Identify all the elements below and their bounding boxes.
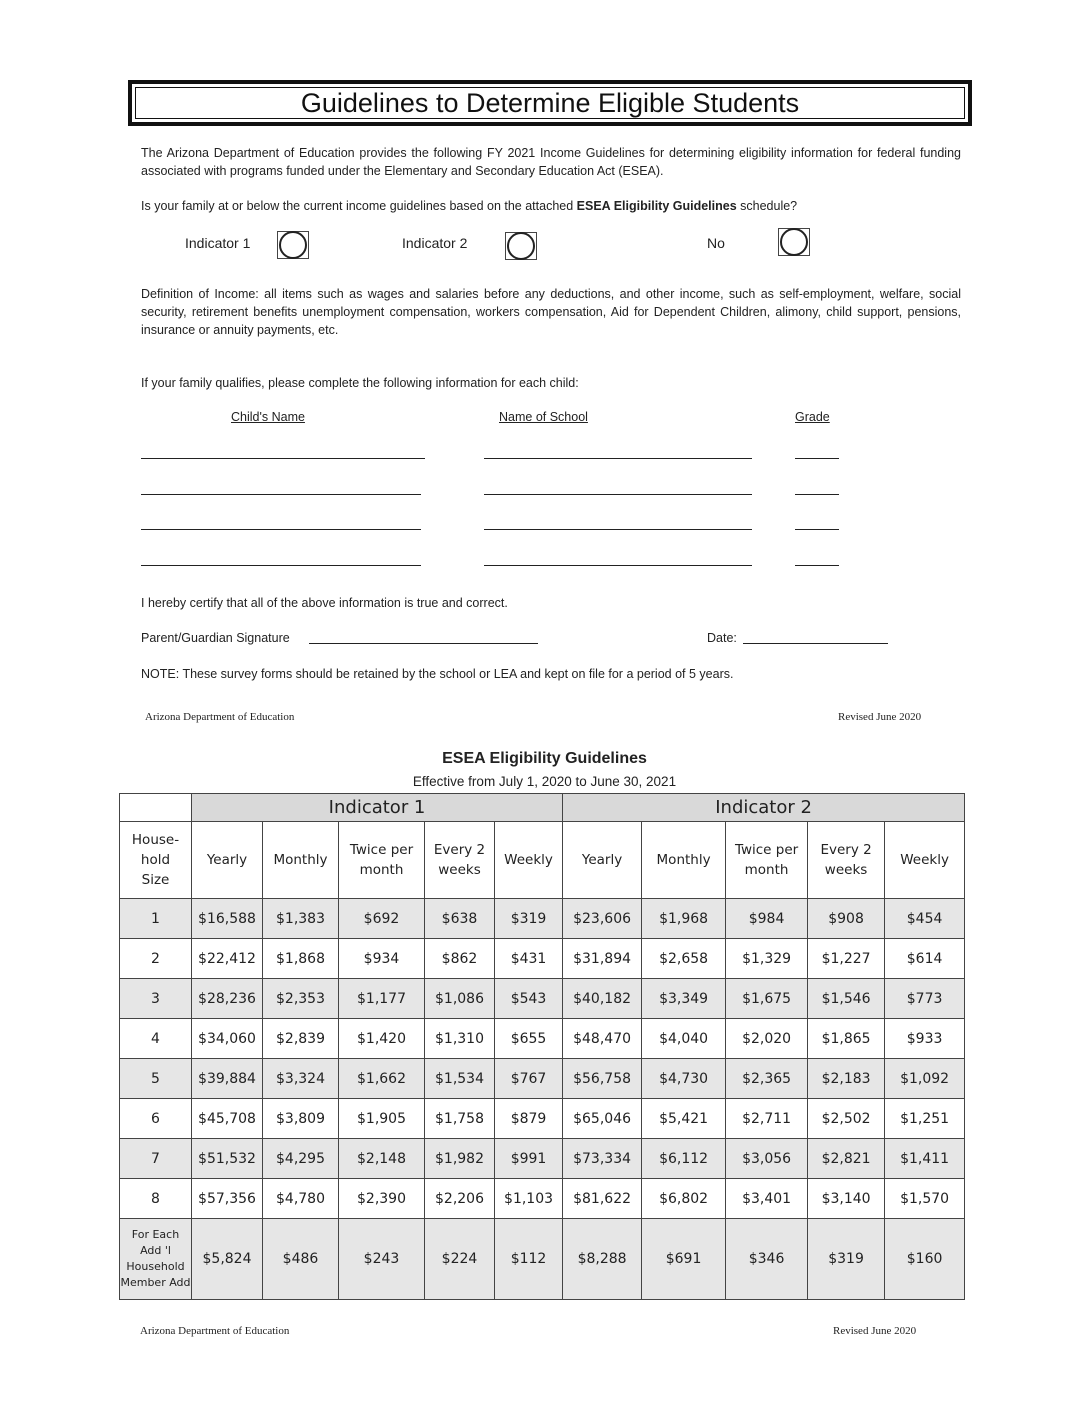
income-cell: $1,103 xyxy=(495,1179,563,1219)
table-row xyxy=(120,1059,965,1099)
income-cell: $1,868 xyxy=(263,939,339,979)
qualify-instructions: If your family qualifies, please complete the following information for each child: xyxy=(141,376,579,390)
household-size-cell: 3 xyxy=(120,979,192,1019)
income-cell: $543 xyxy=(495,979,563,1019)
guidelines-subtitle: Effective from July 1, 2020 to June 30, 2021 xyxy=(412,774,677,789)
income-cell: $1,251 xyxy=(885,1099,965,1139)
option-indicator-2-radio[interactable] xyxy=(505,232,537,260)
income-cell: $1,177 xyxy=(339,979,425,1019)
income-cell: $692 xyxy=(339,899,425,939)
option-indicator-1-label: Indicator 1 xyxy=(185,235,251,251)
income-cell: $319 xyxy=(808,1219,885,1300)
income-cell: $112 xyxy=(495,1219,563,1300)
income-cell: $40,182 xyxy=(563,979,642,1019)
income-cell: $319 xyxy=(495,899,563,939)
child-name-field-1[interactable] xyxy=(141,458,425,459)
column-header: Every 2 weeks xyxy=(425,822,495,899)
income-cell: $3,349 xyxy=(642,979,726,1019)
intro-paragraph: The Arizona Department of Education provides the following FY 2021 Income Guidelines for determining eligibility information for federal funding associated with programs funded under the Elementary and Secondary Education Act (ESEA). xyxy=(141,146,961,178)
child-name-field-3[interactable] xyxy=(141,529,421,530)
signature-field[interactable] xyxy=(309,643,538,644)
option-no-label: No xyxy=(707,235,725,251)
income-cell: $991 xyxy=(495,1139,563,1179)
income-cell: $48,470 xyxy=(563,1019,642,1059)
column-header: Yearly xyxy=(192,822,263,899)
column-header: Weekly xyxy=(885,822,965,899)
childs-name-header: Child's Name xyxy=(231,410,305,424)
income-cell: $1,865 xyxy=(808,1019,885,1059)
income-cell: $614 xyxy=(885,939,965,979)
grade-field-2[interactable] xyxy=(795,494,839,495)
income-cell: $224 xyxy=(425,1219,495,1300)
income-cell: $2,821 xyxy=(808,1139,885,1179)
grade-field-3[interactable] xyxy=(795,529,839,530)
income-cell: $346 xyxy=(726,1219,808,1300)
income-cell: $2,365 xyxy=(726,1059,808,1099)
grade-field-4[interactable] xyxy=(795,565,839,566)
retention-note: NOTE: These survey forms should be retained by the school or LEA and kept on file for a period of 5 years. xyxy=(141,667,734,681)
school-name-field-1[interactable] xyxy=(484,458,752,459)
footer-department: Arizona Department of Education xyxy=(145,711,295,723)
question-text-after: schedule? xyxy=(736,199,798,213)
income-cell: $908 xyxy=(808,899,885,939)
school-name-field-2[interactable] xyxy=(484,494,752,495)
income-cell: $6,112 xyxy=(642,1139,726,1179)
column-header: Yearly xyxy=(563,822,642,899)
income-cell: $934 xyxy=(339,939,425,979)
income-cell: $2,390 xyxy=(339,1179,425,1219)
income-cell: $243 xyxy=(339,1219,425,1300)
income-cell: $2,183 xyxy=(808,1059,885,1099)
income-cell: $1,227 xyxy=(808,939,885,979)
page-title: Guidelines to Determine Eligible Students xyxy=(300,87,800,118)
income-cell: $1,905 xyxy=(339,1099,425,1139)
column-header: Every 2 weeks xyxy=(808,822,885,899)
question-text-before: Is your family at or below the current income guidelines based on the attached xyxy=(141,199,577,213)
income-cell: $1,662 xyxy=(339,1059,425,1099)
household-size-cell: 7 xyxy=(120,1139,192,1179)
income-cell: $2,020 xyxy=(726,1019,808,1059)
income-cell: $3,809 xyxy=(263,1099,339,1139)
income-cell: $2,711 xyxy=(726,1099,808,1139)
income-cell: $773 xyxy=(885,979,965,1019)
income-cell: $8,288 xyxy=(563,1219,642,1300)
income-cell: $6,802 xyxy=(642,1179,726,1219)
eligibility-question xyxy=(141,197,961,215)
income-cell: $28,236 xyxy=(192,979,263,1019)
income-cell: $2,148 xyxy=(339,1139,425,1179)
date-label: Date: xyxy=(707,631,737,645)
income-cell: $4,780 xyxy=(263,1179,339,1219)
income-cell: $5,421 xyxy=(642,1099,726,1139)
guidelines-title: ESEA Eligibility Guidelines xyxy=(442,750,647,767)
income-cell: $1,420 xyxy=(339,1019,425,1059)
income-cell: $81,622 xyxy=(563,1179,642,1219)
household-size-cell: 8 xyxy=(120,1179,192,1219)
income-cell: $1,534 xyxy=(425,1059,495,1099)
income-cell: $56,758 xyxy=(563,1059,642,1099)
income-cell: $2,658 xyxy=(642,939,726,979)
grade-header: Grade xyxy=(795,410,830,424)
household-size-cell: 6 xyxy=(120,1099,192,1139)
question-text-bold: ESEA Eligibility Guidelines xyxy=(576,199,737,213)
radio-circle-icon xyxy=(780,228,808,256)
table-row xyxy=(120,1139,965,1179)
income-cell: $2,353 xyxy=(263,979,339,1019)
income-cell: $1,758 xyxy=(425,1099,495,1139)
child-name-field-4[interactable] xyxy=(141,565,421,566)
income-cell: $45,708 xyxy=(192,1099,263,1139)
table-row xyxy=(120,979,965,1019)
income-cell: $638 xyxy=(425,899,495,939)
income-cell: $3,140 xyxy=(808,1179,885,1219)
income-cell: $39,884 xyxy=(192,1059,263,1099)
income-cell: $984 xyxy=(726,899,808,939)
table-row xyxy=(120,1019,965,1059)
grade-field-1[interactable] xyxy=(795,458,839,459)
indicator-1-header: Indicator 1 xyxy=(192,794,563,822)
income-cell: $486 xyxy=(263,1219,339,1300)
income-cell: $933 xyxy=(885,1019,965,1059)
column-header: Weekly xyxy=(495,822,563,899)
eligibility-table xyxy=(119,793,965,1300)
income-cell: $4,295 xyxy=(263,1139,339,1179)
school-name-header: Name of School xyxy=(499,410,588,424)
income-cell: $3,324 xyxy=(263,1059,339,1099)
indicator-2-header: Indicator 2 xyxy=(563,794,965,822)
income-cell: $1,086 xyxy=(425,979,495,1019)
income-cell: $431 xyxy=(495,939,563,979)
income-cell: $57,356 xyxy=(192,1179,263,1219)
income-cell: $691 xyxy=(642,1219,726,1300)
income-cell: $31,894 xyxy=(563,939,642,979)
income-cell: $2,502 xyxy=(808,1099,885,1139)
corner-cell xyxy=(120,794,192,822)
income-cell: $454 xyxy=(885,899,965,939)
household-size-cell: 1 xyxy=(120,899,192,939)
table-row xyxy=(120,1219,965,1300)
income-cell: $22,412 xyxy=(192,939,263,979)
income-definition: Definition of Income: all items such as wages and salaries before any deductions, and other income, such as self-employment, welfare, social security, retirement benefits unemployment compensation, workers compensation, Aid for Dependent Children, alimony, child support, pensions, insurance or annuity payments, etc. xyxy=(141,287,961,337)
school-name-field-3[interactable] xyxy=(484,529,752,530)
footer-department-2: Arizona Department of Education xyxy=(140,1325,290,1337)
income-cell: $1,570 xyxy=(885,1179,965,1219)
option-indicator-2-label: Indicator 2 xyxy=(402,235,468,251)
footer-revised: Revised June 2020 xyxy=(838,711,922,723)
table-row xyxy=(120,1179,965,1219)
income-cell: $1,329 xyxy=(726,939,808,979)
household-size-cell: 5 xyxy=(120,1059,192,1099)
income-cell: $3,056 xyxy=(726,1139,808,1179)
income-cell: $65,046 xyxy=(563,1099,642,1139)
table-row xyxy=(120,939,965,979)
income-cell: $5,824 xyxy=(192,1219,263,1300)
income-cell: $1,411 xyxy=(885,1139,965,1179)
child-name-field-2[interactable] xyxy=(141,494,421,495)
income-cell: $767 xyxy=(495,1059,563,1099)
income-cell: $655 xyxy=(495,1019,563,1059)
school-name-field-4[interactable] xyxy=(484,565,752,566)
page-title-box xyxy=(128,80,972,126)
radio-circle-icon xyxy=(279,231,307,259)
income-cell: $1,383 xyxy=(263,899,339,939)
table-row xyxy=(120,899,965,939)
signature-label: Parent/Guardian Signature xyxy=(141,631,290,645)
income-cell: $1,546 xyxy=(808,979,885,1019)
column-header: Twice per month xyxy=(339,822,425,899)
income-cell: $2,839 xyxy=(263,1019,339,1059)
income-cell: $2,206 xyxy=(425,1179,495,1219)
income-cell: $73,334 xyxy=(563,1139,642,1179)
household-size-cell: For Each Add 'l Household Member Add xyxy=(120,1219,192,1300)
income-cell: $862 xyxy=(425,939,495,979)
radio-circle-icon xyxy=(507,232,535,260)
income-cell: $1,092 xyxy=(885,1059,965,1099)
indicator-band-row xyxy=(120,794,965,822)
income-cell: $34,060 xyxy=(192,1019,263,1059)
income-cell: $160 xyxy=(885,1219,965,1300)
option-no-radio[interactable] xyxy=(778,228,810,256)
income-cell: $16,588 xyxy=(192,899,263,939)
income-cell: $51,532 xyxy=(192,1139,263,1179)
household-size-cell: 2 xyxy=(120,939,192,979)
income-cell: $1,982 xyxy=(425,1139,495,1179)
income-cell: $4,040 xyxy=(642,1019,726,1059)
certification-text: I hereby certify that all of the above information is true and correct. xyxy=(141,596,508,610)
income-cell: $1,675 xyxy=(726,979,808,1019)
income-cell: $4,730 xyxy=(642,1059,726,1099)
column-header-row xyxy=(120,822,965,899)
column-header: Monthly xyxy=(642,822,726,899)
income-cell: $3,401 xyxy=(726,1179,808,1219)
household-size-header: House- hold Size xyxy=(120,822,192,899)
income-cell: $23,606 xyxy=(563,899,642,939)
option-indicator-1-radio[interactable] xyxy=(277,231,309,259)
column-header: Monthly xyxy=(263,822,339,899)
column-header: Twice per month xyxy=(726,822,808,899)
income-cell: $879 xyxy=(495,1099,563,1139)
household-size-cell: 4 xyxy=(120,1019,192,1059)
date-field[interactable] xyxy=(743,643,888,644)
income-cell: $1,310 xyxy=(425,1019,495,1059)
footer-revised-2: Revised June 2020 xyxy=(833,1325,917,1337)
table-row xyxy=(120,1099,965,1139)
income-cell: $1,968 xyxy=(642,899,726,939)
